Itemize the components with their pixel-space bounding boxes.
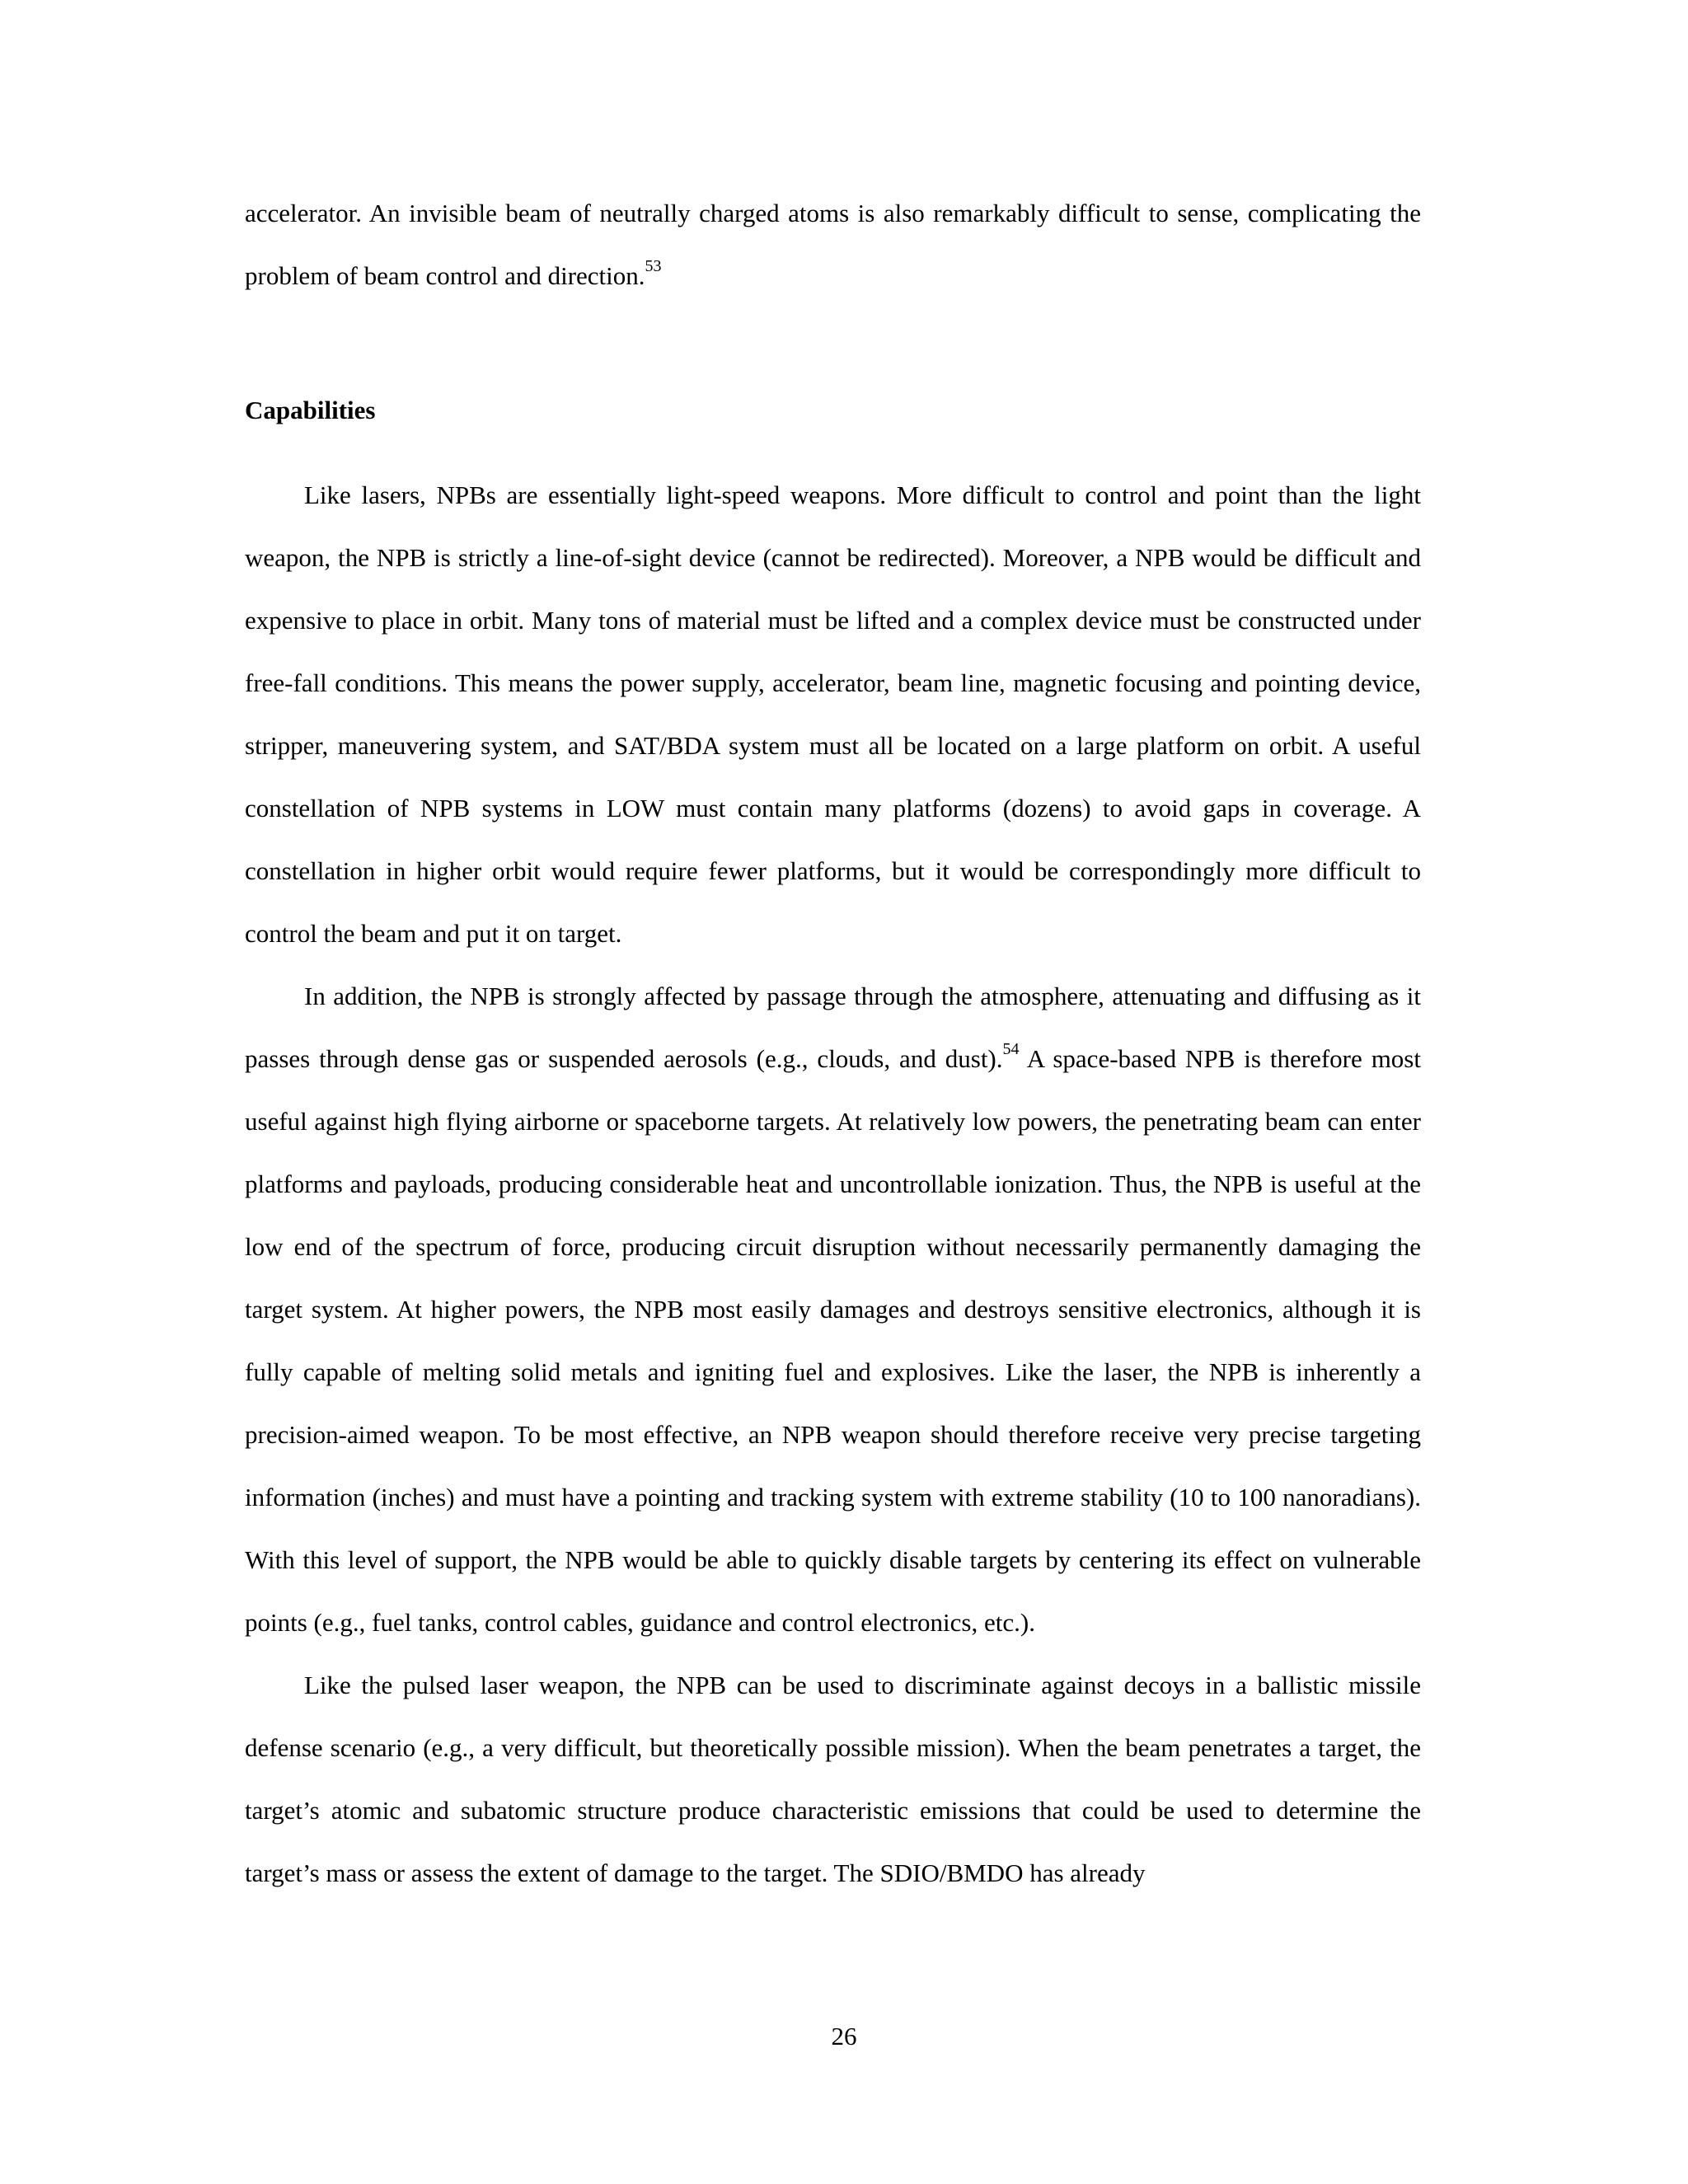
paragraph-1: Like lasers, NPBs are essentially light-speed weapons. More difficult to control and point than the light weapon, the NPB is strictly a line-of-sight device (cannot be redirected). Moreover, a NPB would be difficult and expensive to place in orbit. Many tons of material must be lifted and a complex device must be constructed under free-fall conditions. This means the power supply, accelerator, beam line, magnetic focusing and pointing device, stripper, maneuvering system, and SAT/BDA system must all be located on a large platform on orbit. A useful constellation of NPB systems in LOW must contain many platforms (dozens) to avoid gaps in coverage. A constellation in higher orbit would require fewer platforms, but it would be correspondingly more difficult to control the beam and put it on target. [245, 480, 1421, 948]
continuation-paragraph [245, 182, 1421, 307]
page-number: 26 [831, 2022, 857, 2050]
paragraph-2 [245, 965, 1421, 1654]
footnote-ref-54: 54 [1002, 1040, 1020, 1058]
paragraph-2-text-a: In addition, the NPB is strongly affected by passage through the atmosphere, attenuating and diffusing as it passes through dense gas or suspended aerosols (e.g., clouds, and dust). [245, 982, 1421, 1073]
body-text [245, 464, 1421, 1905]
section-heading: Capabilities [245, 396, 376, 424]
footnote-ref-53: 53 [645, 257, 662, 275]
continuation-text: accelerator. An invisible beam of neutrally charged atoms is also remarkably difficult to sense, complicating the problem of beam control and direction. [245, 199, 1421, 290]
paragraph-3: Like the pulsed laser weapon, the NPB can be used to discriminate against decoys in a ballistic missile defense scenario (e.g., a very difficult, but theoretically possible mission). When the beam penetrates a target, the target’s atomic and subatomic structure produce characteristic emissions that could be used to determine the target’s mass or assess the extent of damage to the target. The SDIO/BMDO has already [245, 1671, 1421, 1887]
paragraph-2-text-b: A space-based NPB is therefore most useful against high flying airborne or spaceborne targets. At relatively low powers, the penetrating beam can enter platforms and payloads, producing considerable heat and uncontrollable ionization. Thus, the NPB is useful at the low end of the spectrum of force, producing circuit disruption without necessarily permanently damaging the target system. At higher powers, the NPB most easily damages and destroys sensitive electronics, although it is fully capable of melting solid metals and igniting fuel and explosives. Like the laser, the NPB is inherently a precision-aimed weapon. To be most effective, an NPB weapon should therefore receive very precise targeting information (inches) and must have a pointing and tracking system with extreme stability (10 to 100 nanoradians). With this level of support, the NPB would be able to quickly disable targets by centering its effect on vulnerable points (e.g., fuel tanks, control cables, guidance and control electronics, etc.). [245, 1044, 1421, 1637]
